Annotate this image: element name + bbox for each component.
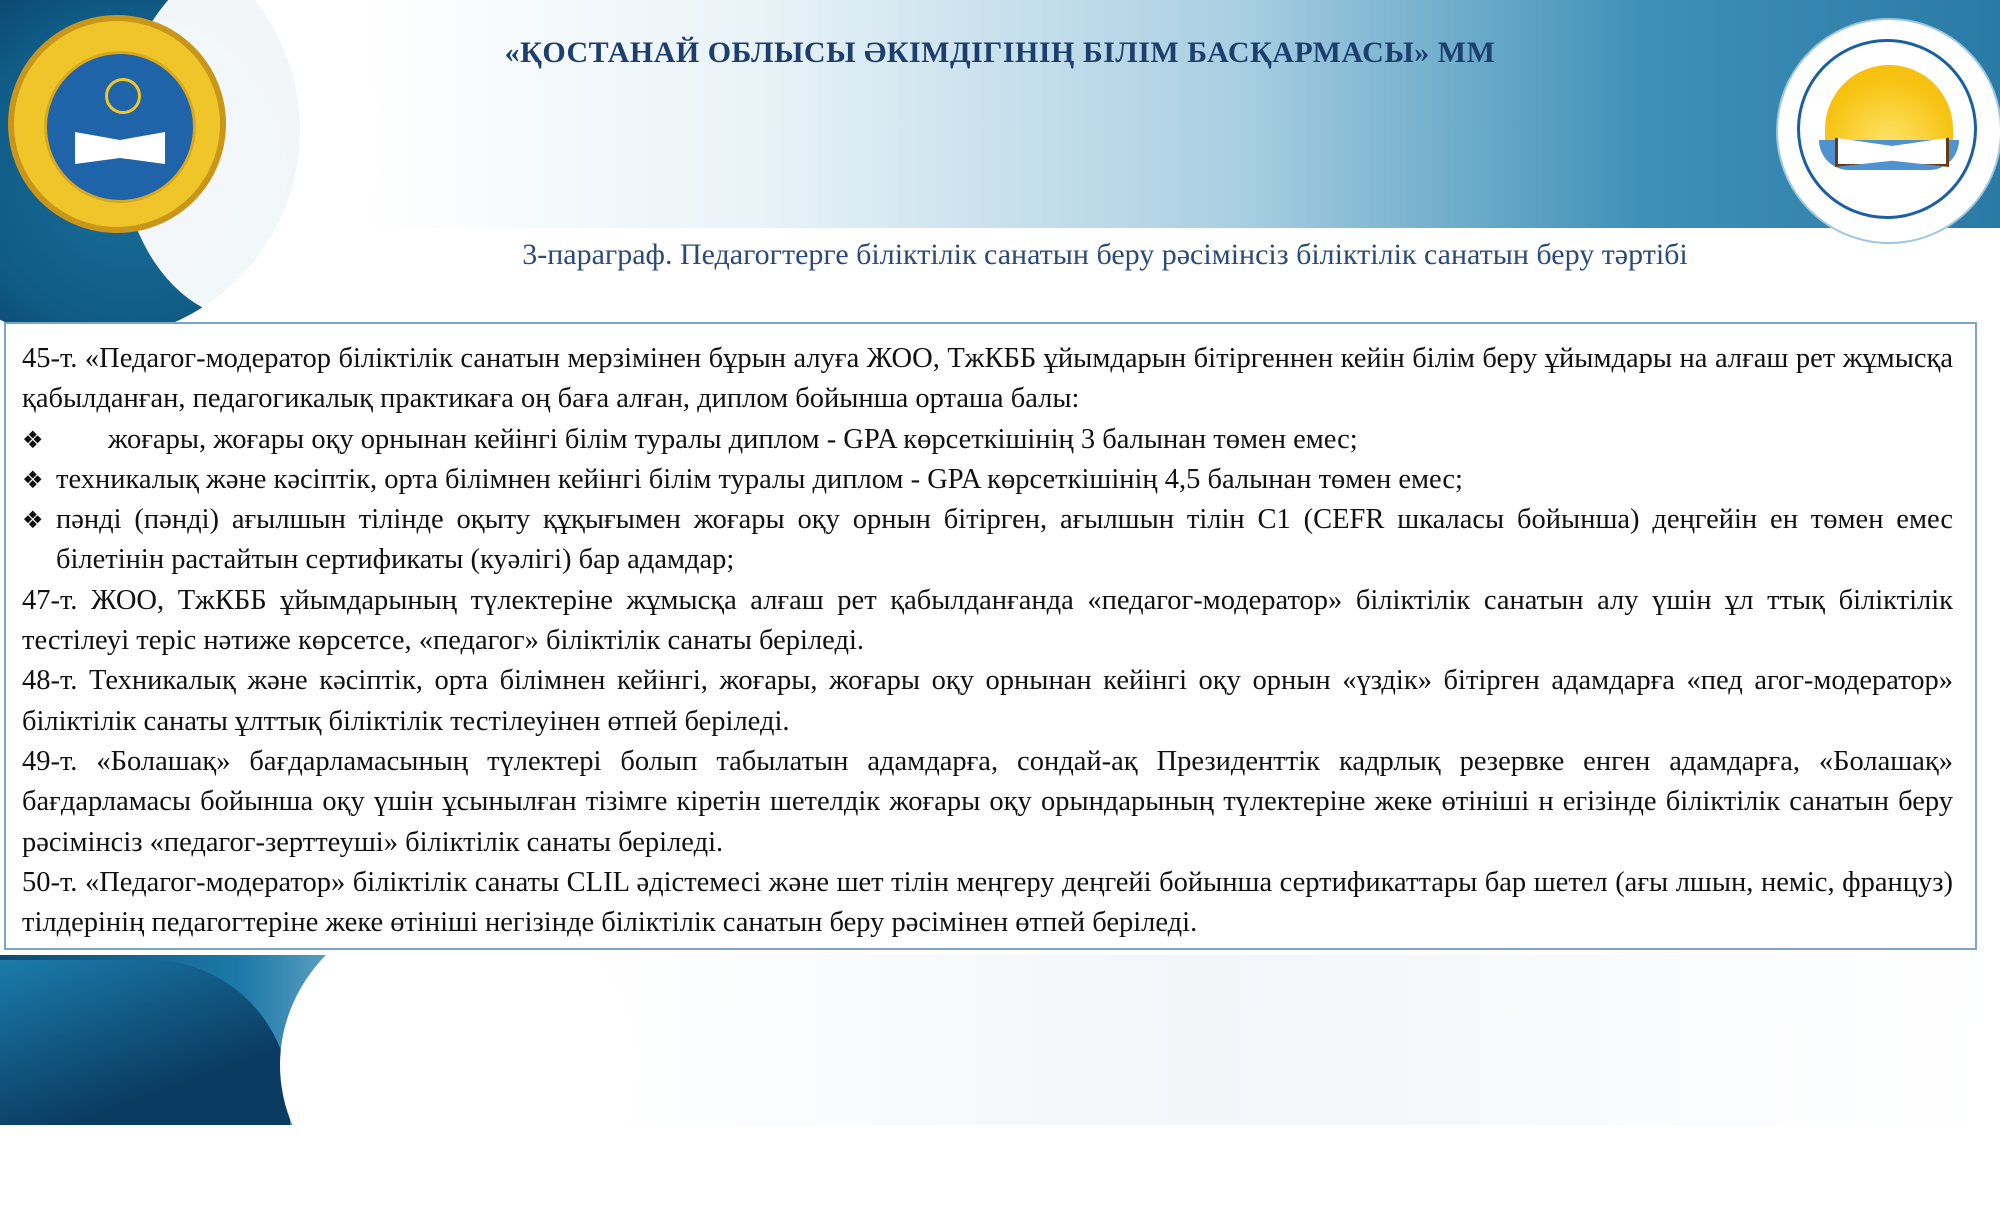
list-item bbox=[22, 460, 1953, 500]
list-item bbox=[22, 500, 1953, 581]
paragraph-45: 45-т. «Педагог-модератор біліктілік санатын мерзімінен бұрын алуға ЖОО, ТжКББ ұйымдарын бітіргеннен кейін білім беру ұйымдары на алғаш рет жұмысқа қабылданған, педагогикалық практикаға оң баға алған, диплом бойынша орташа балы: bbox=[22, 343, 1953, 415]
content-box bbox=[4, 322, 1977, 950]
section-subtitle: 3-параграф. Педагогтерге біліктілік санатын беру рәсімінсіз біліктілік санатын беру тәртібі bbox=[522, 238, 1688, 271]
diamond-bullet-icon: ❖ bbox=[22, 465, 44, 494]
open-book-icon bbox=[75, 124, 165, 164]
page-title: «ҚОСТАНАЙ ОБЛЫСЫ ӘКІМДІГІНІҢ БІЛІМ БАСҚАРМАСЫ» ММ bbox=[504, 36, 1496, 69]
paragraph-49: 49-т. «Болашақ» бағдарламасының түлектері болып табылатын адамдарға, сондай-ақ Президенттік кадрлық резервке енген адамдарға, «Болашақ» бағдарламасы бойынша оқу үшін ұсынылған тізімге кіретін шетелдік жоғары оқу орындарының түлектеріне жеке өтініші н егізінде біліктілік санатын беру рәсімінсіз «педагог-зерттеуші» біліктілік санаты беріледі. bbox=[22, 745, 1953, 858]
diamond-bullet-icon: ❖ bbox=[22, 506, 44, 535]
ministry-of-education-emblem-icon bbox=[8, 15, 226, 233]
list-item-text: техникалық және кәсіптік, орта білімнен кейінгі білім туралы диплом - GPA көрсеткішінің 4,5 балынан төмен емес; bbox=[56, 463, 1463, 495]
paragraph-48: 48-т. Техникалық және кәсіптік, орта білімнен кейінгі, жоғары, жоғары оқу орнынан кейінгі оқу орнын «үздік» бітірген адамдарға «пед агог-модератор» біліктілік санаты ұлттық біліктілік тестілеуінен өтпей беріледі. bbox=[22, 665, 1953, 737]
atom-icon bbox=[105, 78, 141, 114]
list-item-text: пәнді (пәнді) ағылшын тілінде оқыту құқығымен жоғары оқу орнын бітірген, ағылшын тілін С1 (CEFR шкаласы бойынша) деңгейін ен төмен емес білетінін растайтын сертификаты (куәлігі) бар адамдар; bbox=[56, 504, 1953, 576]
paragraph-47: 47-т. ЖОО, ТжКББ ұйымдарының түлектеріне жұмысқа алғаш рет қабылданғанда «педагог-модератор» біліктілік санатын алу үшін ұл ттық біліктілік тестілеуі теріс нәтиже көрсетсе, «педагог» біліктілік санаты беріледі. bbox=[22, 584, 1953, 657]
paragraph-50: 50-т. «Педагог-модератор» біліктілік санаты CLIL әдістемесі және шет тілін меңгеру деңгейі бойынша сертификаттары бар шетел (ағы лшын, неміс, француз) тілдерінің педагогтеріне жеке өтініші негізінде біліктілік санатын беру рәсімінен өтпей беріледі. bbox=[22, 866, 1953, 939]
list-item-text: жоғары, жоғары оқу орнынан кейінгі білім туралы диплом - GPA көрсеткішінің 3 балынан төмен емес; bbox=[108, 423, 1358, 455]
list-item bbox=[22, 420, 1953, 460]
emblem-inner bbox=[44, 51, 196, 203]
kostanay-education-department-emblem-icon bbox=[1778, 20, 2000, 242]
diamond-bullet-icon: ❖ bbox=[22, 425, 44, 454]
